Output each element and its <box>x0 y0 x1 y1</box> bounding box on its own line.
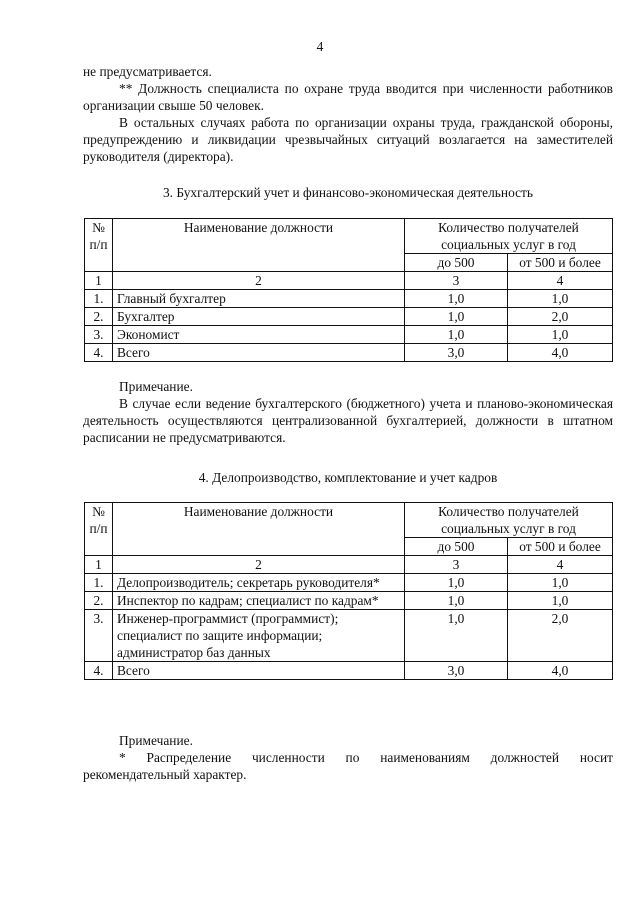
header-sub1: до 500 <box>405 254 508 272</box>
header-idx: 2 <box>113 272 405 290</box>
table-row <box>85 592 613 610</box>
header-name: Наименование должности <box>113 503 405 556</box>
section3-title: 3. Бухгалтерский учет и финансово-экономическая деятельность <box>162 185 534 200</box>
row-value-2: 1,0 <box>508 574 613 592</box>
row-num: 4. <box>85 662 113 680</box>
note-title: Примечание. <box>119 379 193 394</box>
section4-table <box>84 502 613 680</box>
row-name: Всего <box>113 344 405 362</box>
row-name: Инженер-программист (программист); специалист по защите информации; администратор баз данных <box>113 610 405 662</box>
row-value-2: 1,0 <box>508 290 613 308</box>
row-num: 3. <box>85 326 113 344</box>
row-value-2: 2,0 <box>508 308 613 326</box>
header-idx: 2 <box>113 556 405 574</box>
intro-footnote: ** Должность специалиста по охране труда вводится при численности работников организации свыше 50 человек. <box>83 81 613 113</box>
table-row <box>85 290 613 308</box>
header-sub1: до 500 <box>405 538 508 556</box>
header-num: № п/п <box>85 219 113 272</box>
row-num: 1. <box>85 290 113 308</box>
row-value-1: 1,0 <box>405 610 508 662</box>
page-number: 4 <box>316 39 324 54</box>
table-row <box>85 344 613 362</box>
intro-paragraph: В остальных случаях работа по организации охраны труда, гражданской обороны, предупреждению и ликвидации чрезвычайных ситуаций возлагается на заместителей руководителя (директора). <box>83 115 613 164</box>
section4-title: 4. Делопроизводство, комплектование и учет кадров <box>198 470 498 485</box>
row-name: Главный бухгалтер <box>113 290 405 308</box>
row-num: 4. <box>85 344 113 362</box>
section3-note <box>83 378 613 446</box>
header-sub2: от 500 и более <box>508 254 613 272</box>
header-idx: 1 <box>85 272 113 290</box>
row-name: Экономист <box>113 326 405 344</box>
header-num: № п/п <box>85 503 113 556</box>
row-value-1: 1,0 <box>405 290 508 308</box>
row-num: 2. <box>85 308 113 326</box>
header-idx: 3 <box>405 556 508 574</box>
table-row <box>85 308 613 326</box>
note-text: В случае если ведение бухгалтерского (бюджетного) учета и планово-экономическая деятельность осуществляются централизованной бухгалтерией, должности в штатном расписании не предусматриваются. <box>83 396 613 445</box>
row-name: Бухгалтер <box>113 308 405 326</box>
row-value-1: 1,0 <box>405 326 508 344</box>
row-value-2: 1,0 <box>508 326 613 344</box>
header-name: Наименование должности <box>113 219 405 272</box>
header-idx: 4 <box>508 272 613 290</box>
table-row <box>85 610 613 662</box>
row-value-2: 4,0 <box>508 344 613 362</box>
table-row <box>85 574 613 592</box>
row-num: 3. <box>85 610 113 662</box>
row-value-1: 3,0 <box>405 344 508 362</box>
intro-line: не предусматривается. <box>83 64 212 79</box>
row-name: Делопроизводитель; секретарь руководителя* <box>113 574 405 592</box>
row-value-1: 1,0 <box>405 308 508 326</box>
note-title: Примечание. <box>119 733 193 748</box>
section3-table <box>84 218 613 362</box>
header-count: Количество получателей социальных услуг в год <box>405 503 613 538</box>
row-num: 1. <box>85 574 113 592</box>
header-count: Количество получателей социальных услуг в год <box>405 219 613 254</box>
header-idx: 4 <box>508 556 613 574</box>
row-name: Всего <box>113 662 405 680</box>
row-name: Инспектор по кадрам; специалист по кадрам* <box>113 592 405 610</box>
row-value-2: 2,0 <box>508 610 613 662</box>
section4-note <box>83 732 613 783</box>
row-num: 2. <box>85 592 113 610</box>
note-text: * Распределение численности по наименованиям должностей носит рекомендательный характер. <box>83 750 613 782</box>
row-value-2: 1,0 <box>508 592 613 610</box>
intro-text <box>83 63 613 165</box>
row-value-2: 4,0 <box>508 662 613 680</box>
header-sub2: от 500 и более <box>508 538 613 556</box>
table-row <box>85 662 613 680</box>
row-value-1: 1,0 <box>405 574 508 592</box>
row-value-1: 3,0 <box>405 662 508 680</box>
table-row <box>85 326 613 344</box>
row-value-1: 1,0 <box>405 592 508 610</box>
header-idx: 3 <box>405 272 508 290</box>
header-idx: 1 <box>85 556 113 574</box>
